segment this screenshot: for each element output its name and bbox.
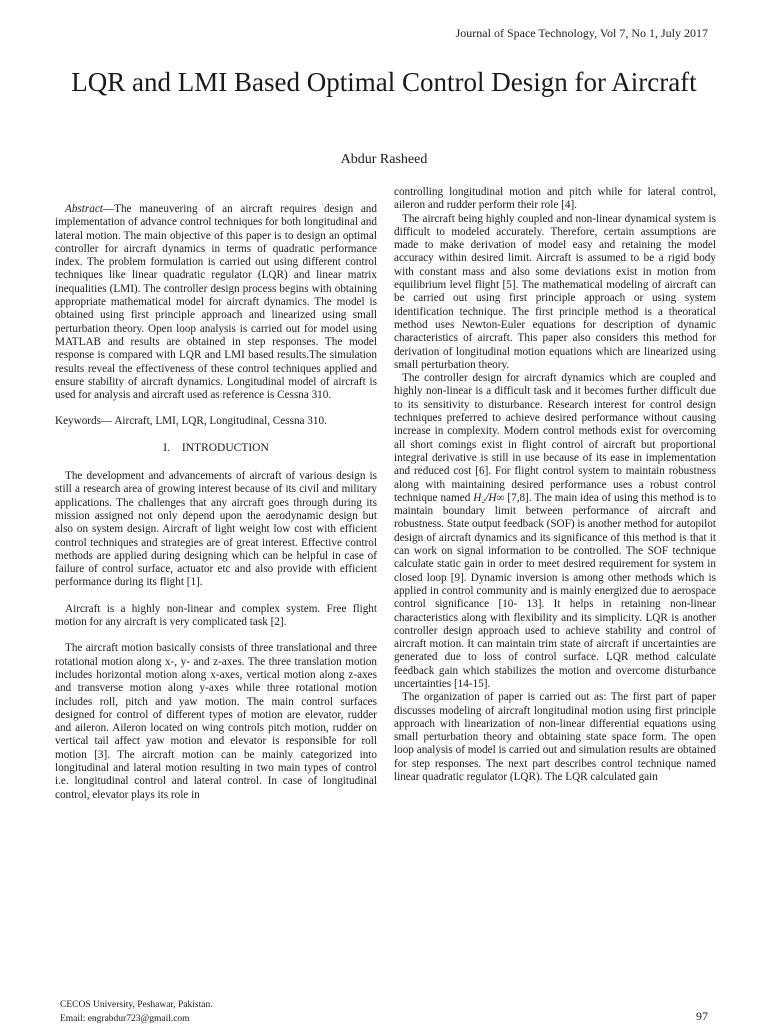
footer-email: Email: engrabdur723@gmail.com [60,1014,190,1024]
right-paragraph-1: controlling longitudinal motion and pitch while for lateral control, aileron and rudder perform their role [4]. [394,186,716,212]
section-heading [55,442,377,455]
footer-affiliation: CECOS University, Peshawar, Pakistan. [60,1000,213,1010]
journal-header: Journal of Space Technology, Vol 7, No 1, July 2017 [455,26,708,40]
right-paragraph-3-text-b: [7,8]. The main idea of using this method is to maintain boundary limit between performance of aircraft and robustness. State output feedback (SOF) is another method for autopilot design of aircraft dynamics and its significance of this method is that it can work on signal information to be controlled. The SOF technique calculate static gain in order to meet desired requirement for system in closed loop [9]. Dynamic inversion is among other methods which is applied in control community and is mainly energized due to aerospace control significance [10- 13]. It helps in retaining non-linear characteristics along with flexibility and its simplicity. LQR is another controller design approach used to achieve stability and control of aircraft motion. It can maintain trim state of aircraft if uncertainties are generated due to loss of control surface. LQR method calculate feedback gain which stabilizes the motion and overcome disturbance uncertainties [14-15]. [394,491,717,690]
paper-title: LQR and LMI Based Optimal Control Design for Aircraft [71,67,697,97]
page-number: 97 [696,1009,708,1023]
right-paragraph-3-text-a: The controller design for aircraft dynamics which are coupled and highly non-linear is a difficult task and it becomes further difficult due to its sensitivity to disturbance. Research interest for control design techniques preferred to achieve desired performance without causing increase in complexity. Modern control methods exist for overcoming all short comings exist in flight control of aircraft but proportional integral derivative is still in use because of its ease in implementation and reduced cost [6]. For flight control system to maintain robustness along with maintaining desired performance uses a robust control technique named [394,372,716,504]
keywords: Keywords— Aircraft, LMI, LQR, Longitudinal, Cessna 310. [55,415,327,428]
author-name: Abdur Rasheed [340,152,428,167]
section-title: INTRODUCTION [181,441,269,454]
abstract-label: Abstract [65,203,103,215]
right-paragraph-4: The organization of paper is carried out as: The first part of paper discusses modeling of aircraft longitudinal motion using first principle approach with linearization of non-linear differential equations using small perturbation theory and obtaining state space form. The open loop analysis of model is carried out and simulation results are obtained for step responses. The next part describes control technique named linear quadratic regulator (LQR). The LQR calculated gain [394,691,716,784]
right-paragraph-2: The aircraft being highly coupled and non-linear dynamical system is difficult to modeled accurately. Therefore, certain assumptions are made to make derivation of model easy and retaining the model accuracy within desired limit. Aircraft is assumed to be a rigid body with constant mass and also some deviations exist in motion from equilibrium level flight [5]. The mathematical modeling of aircraft can be carried out using first principle approach or using system identification technique. The first principle method is a theoratical method uses Newton-Euler equations for description of dynamic characteristics of aircraft. This paper also considers this method for derivation of longitudinal motion equations which are linearized using small perturbation theory. [394,212,716,371]
footer-affiliation-block [60,998,213,1026]
right-column [394,186,716,784]
intro-paragraph-3: The aircraft motion basically consists of three translational and three rotational motion along x-, y- and z-axes. The three translation motion includes horizontal motion along x-axes, vertical motion along z-axes and transverse motion along y-axes while three rotational motion includes roll, pitch and yaw motion. The main control surfaces designed for control of different types of motion are elevator, rudder and aileron. Aileron located on wing controls pitch motion, rudder on vertical tail affect yaw motion and elevator is responsible for roll motion [3]. The aircraft motion can be mainly categorized into longitudinal and lateral motion resulting in two main types of control i.e. longitudinal control and lateral control. In case of longitudinal control, elevator plays its role in [55,642,377,801]
h2-hinf-math: H₂/H∞ [473,491,505,504]
abstract [55,203,377,402]
abstract-text: —The maneuvering of an aircraft requires design and implementation of advance control techniques for both longitudinal and lateral motion. The main objective of this paper is to design an optimal controller for aircraft dynamics in terms of quadratic performance index. The problem formulation is carried out using different control techniques like linear quadratic regulator (LQR) and linear matrix inequalities (LMI). The controller design process begins with obtaining appropriate mathematical model for aircraft dynamics. The model is obtained using first principle approach and linearized using small perturbation theory. Open loop analysis is carried out for model using MATLAB and results are obtained in step responses. The model response is compared with LQR and LMI based results.The simulation results reveal the effectiveness of these control techniques applied and ensure stability of aircraft dynamics. Longitudinal model of aircraft is used for analysis and aircraft used as reference is Cessna 310. [55,203,377,402]
intro-paragraph-2: Aircraft is a highly non-linear and complex system. Free flight motion for any aircraft is very complicated task [2]. [55,602,377,629]
section-number: I. [163,441,170,454]
left-column [55,203,377,802]
right-paragraph-3 [394,372,716,691]
intro-paragraph-1: The development and advancements of aircraft of various design is still a research area of growing interest because of its civil and military applications. The challenges that any aircraft goes through during its mission assigned not only depend upon the aerodynamic design but also on system design. Aircraft of light weight low cost with efficient control techniques and strategies are of great interest. Effective control methods are applied during designing which can be helpful in case of failure of control surface, actuator etc and also provide with efficient performance during its flight [1]. [55,470,377,589]
